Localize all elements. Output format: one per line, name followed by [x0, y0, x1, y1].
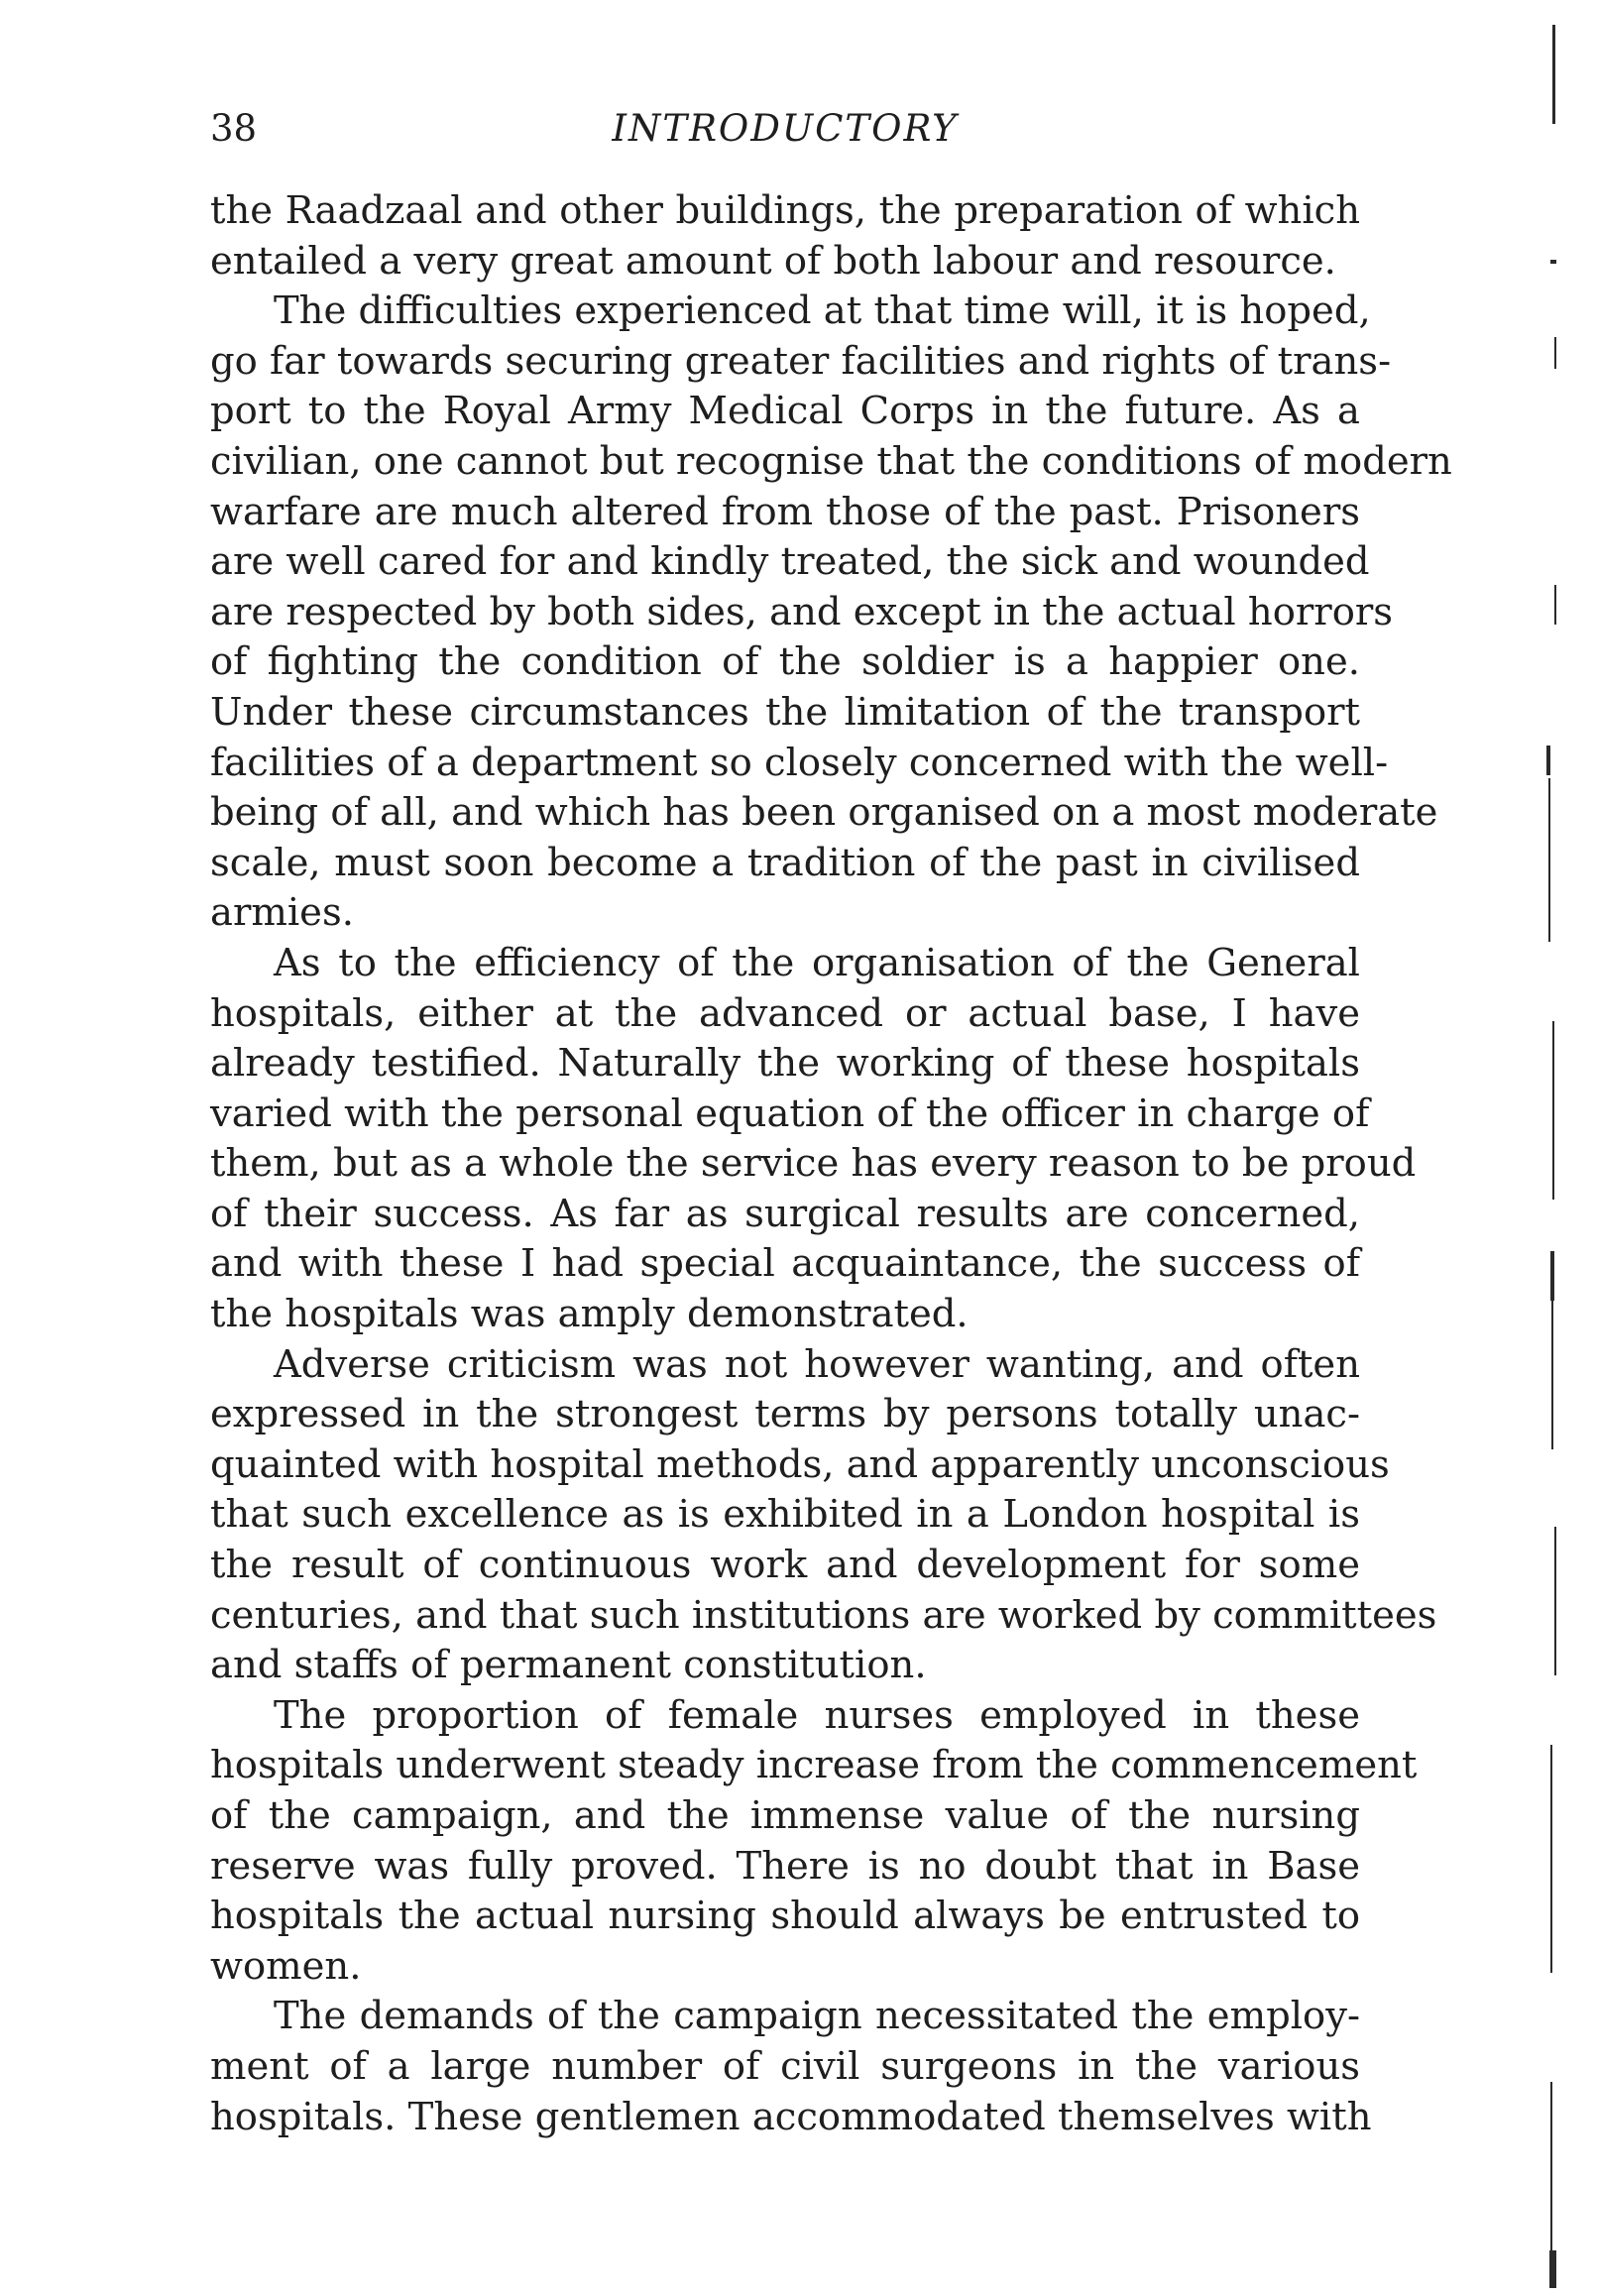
page-number: 38: [210, 107, 258, 150]
text-line: the result of continuous work and development for some: [210, 1543, 1360, 1588]
text-line: hospitals. These gentlemen accommodated themselves with: [210, 2094, 1372, 2139]
text-line: women.: [210, 1943, 362, 1989]
paragraph: [210, 1992, 1372, 2142]
text-line: reserve was fully proved. There is no doubt that in Base: [210, 1843, 1360, 1889]
text-line: hospitals, either at the advanced or actual base, I have: [210, 990, 1360, 1036]
paragraph: [210, 1340, 1437, 1691]
text-line: ment of a large number of civil surgeons in the various: [210, 2043, 1360, 2089]
paragraph: [210, 1691, 1418, 1993]
text-line: of their success. As far as surgical results are concerned,: [210, 1191, 1360, 1236]
text-line: the Raadzaal and other buildings, the preparation of which: [210, 188, 1360, 233]
paragraph: [210, 939, 1417, 1340]
text-line: go far towards securing greater facilities and rights of trans-: [210, 338, 1392, 384]
body-text: [210, 186, 1452, 2142]
text-line: them, but as a whole the service has every reason to be proud: [210, 1141, 1417, 1187]
running-title: INTRODUCTORY: [612, 107, 959, 150]
text-line: warfare are much altered from those of the past. Prisoners: [210, 489, 1360, 534]
text-line: hospitals the actual nursing should always be entrusted to: [210, 1894, 1360, 1939]
text-line: centuries, and that such institutions are worked by committees: [210, 1592, 1437, 1638]
text-line: are well cared for and kindly treated, the sick and wounded: [210, 539, 1370, 585]
text-line: already testified. Naturally the working of these hospitals: [210, 1041, 1360, 1087]
text-line: expressed in the strongest terms by persons totally unac-: [210, 1392, 1360, 1437]
text-line: The demands of the campaign necessitated the employ-: [274, 1994, 1360, 2039]
text-line: armies.: [210, 890, 354, 936]
text-line: The difficulties experienced at that time will, it is hoped,: [274, 288, 1371, 334]
text-line: that such excellence as is exhibited in a London hospital is: [210, 1492, 1360, 1538]
text-line: of the campaign, and the immense value of the nursing: [210, 1793, 1360, 1838]
text-line: hospitals underwent steady increase from the commencement: [210, 1743, 1418, 1788]
text-line: are respected by both sides, and except in the actual horrors: [210, 589, 1394, 634]
text-line: As to the efficiency of the organisation of the General: [274, 940, 1360, 985]
text-line: varied with the personal equation of the officer in charge of: [210, 1091, 1370, 1136]
text-line: civilian, one cannot but recognise that the conditions of modern: [210, 438, 1452, 484]
running-head: [210, 107, 1360, 157]
text-line: and with these I had special acquaintance, the success of: [210, 1241, 1360, 1287]
text-line: The proportion of female nurses employed in these: [274, 1692, 1360, 1738]
text-line: facilities of a department so closely concerned with the well-: [210, 740, 1389, 785]
text-line: Under these circumstances the limitation of the transport: [210, 689, 1360, 735]
text-line: port to the Royal Army Medical Corps in the future. As a: [210, 389, 1360, 434]
text-line: entailed a very great amount of both labour and resource.: [210, 238, 1336, 284]
text-line: scale, must soon become a tradition of the past in civilised: [210, 840, 1360, 885]
text-line: of fighting the condition of the soldier is a happier one.: [210, 639, 1360, 685]
text-line: and staffs of permanent constitution.: [210, 1643, 927, 1688]
text-line: Adverse criticism was not however wanting, and often: [274, 1341, 1360, 1387]
paragraph: [210, 287, 1452, 939]
text-line: being of all, and which has been organised on a most moderate: [210, 790, 1438, 836]
paragraph: [210, 186, 1360, 287]
text-line: quainted with hospital methods, and apparently unconscious: [210, 1441, 1390, 1487]
text-line: the hospitals was amply demonstrated.: [210, 1292, 969, 1337]
scan-edge-marks: [1546, 0, 1597, 2296]
